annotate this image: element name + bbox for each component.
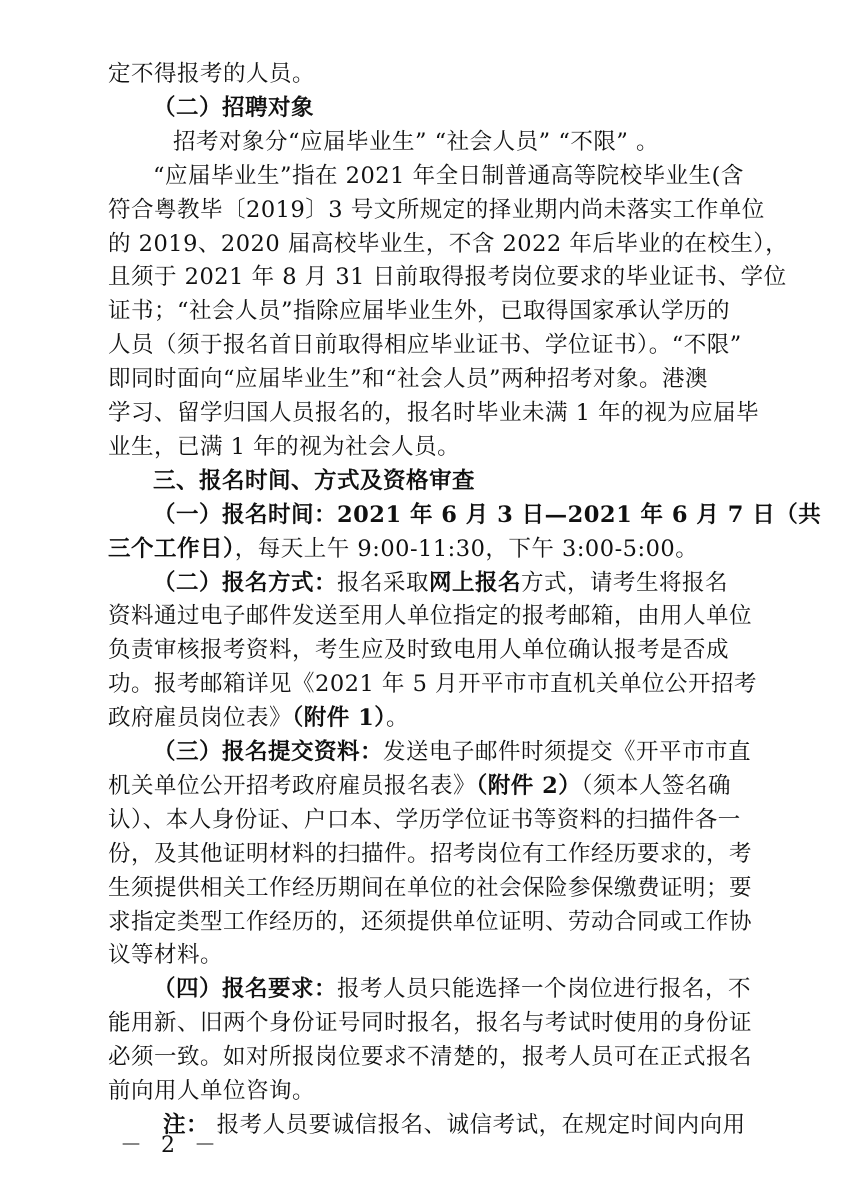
text-line <box>153 736 793 768</box>
text-line <box>153 973 793 1005</box>
bold-text-segment: （一）报名时间：2021 年 6 月 3 日—2021 年 6 月 7 日（共 <box>153 502 822 528</box>
text-line <box>108 634 748 666</box>
bold-text-segment: （二）报名方式： <box>153 570 338 596</box>
bold-text-segment: 注： <box>163 1112 210 1138</box>
text-line <box>108 58 748 90</box>
text-segment: 且须于 2021 年 8 月 31 日前取得报考岗位要求的毕业证书、学位 <box>108 264 787 290</box>
text-segment: 业生，已满 1 年的视为社会人员。 <box>108 434 461 460</box>
text-line <box>153 92 793 124</box>
bold-text-segment: （二）招聘对象 <box>153 95 315 121</box>
text-line <box>153 567 793 599</box>
text-line <box>108 261 787 293</box>
text-line <box>108 533 748 565</box>
text-segment: 符合粤教毕〔2019〕3 号文所规定的择业期内尚未落实工作单位 <box>108 197 765 223</box>
text-segment: 即同时面向“应届毕业生”和“社会人员”两种招考对象。港澳 <box>108 366 709 392</box>
text-line <box>108 431 748 463</box>
text-line <box>108 1075 748 1107</box>
bold-text-segment: （附件 1） <box>292 705 387 731</box>
text-segment: 报名采取 <box>337 570 430 596</box>
text-segment: 报考人员要诚信报名、诚信考试，在规定时间内向用 <box>209 1112 746 1138</box>
text-segment: 认）、本人身份证、户口本、学历学位证书等资料的扫描件各一 <box>108 807 741 833</box>
text-line <box>108 770 748 802</box>
text-segment: ，每天上午 9:00-11:30，下午 3:00-5:00。 <box>234 536 699 562</box>
text-line <box>108 194 765 226</box>
text-line <box>163 1109 803 1141</box>
text-segment: 发送电子邮件时须提交《开平市市直 <box>383 739 752 765</box>
bold-text-segment: 网上报名 <box>429 570 522 596</box>
text-segment: 证书；“社会人员”指除应届毕业生外，已取得国家承认学历的 <box>108 298 731 324</box>
text-segment: 。 <box>386 705 410 731</box>
text-segment: 报考人员只能选择一个岗位进行报名，不 <box>337 976 752 1002</box>
text-line <box>108 939 748 971</box>
text-segment: “应届毕业生”指在 2021 年全日制普通高等院校毕业生(含 <box>153 163 744 189</box>
text-segment: （须本人签名确 <box>581 773 732 799</box>
text-line <box>108 600 753 632</box>
text-line <box>173 126 813 158</box>
text-segment: 前向用人单位咨询。 <box>108 1078 316 1104</box>
text-segment: 生须提供相关工作经历期间在单位的社会保险参保缴费证明；要 <box>108 875 753 901</box>
text-segment: 学习、留学归国人员报名的，报名时毕业未满 1 年的视为应届毕 <box>108 400 760 426</box>
text-segment: 机关单位公开招考政府雇员报名表》 <box>108 773 477 799</box>
text-segment: 份，及其他证明材料的扫描件。招考岗位有工作经历要求的，考 <box>108 841 753 867</box>
bold-text-segment: 三个工作日） <box>108 536 235 562</box>
bold-text-segment: 三、报名时间、方式及资格审查 <box>153 468 476 494</box>
text-line <box>108 228 789 260</box>
text-segment: 资料通过电子邮件发送至用人单位指定的报考邮箱，由用人单位 <box>108 603 753 629</box>
text-segment: 方式，请考生将报名 <box>521 570 729 596</box>
text-line <box>108 872 753 904</box>
text-line <box>108 804 748 836</box>
text-line <box>108 363 748 395</box>
text-segment: 求指定类型工作经历的，还须提供单位证明、劳动合同或工作协 <box>108 909 753 935</box>
text-line <box>108 329 748 361</box>
text-segment: 定不得报考的人员。 <box>108 61 316 87</box>
text-segment: 必须一致。如对所报岗位要求不清楚的，报考人员可在正式报名 <box>108 1044 753 1070</box>
text-line <box>153 499 822 531</box>
text-line <box>108 397 760 429</box>
text-segment: 招考对象分“应届毕业生” “社会人员” “不限” 。 <box>173 129 659 155</box>
text-line <box>108 838 753 870</box>
text-line <box>153 465 793 497</box>
text-line <box>108 668 758 700</box>
text-segment: 的 2019、2020 届高校毕业生，不含 2022 年后毕业的在校生）， <box>108 231 789 257</box>
text-line <box>108 295 748 327</box>
page-number: － 2 － <box>120 1133 222 1158</box>
text-line <box>108 702 748 734</box>
text-segment: 功。报考邮箱详见《2021 年 5 月开平市市直机关单位公开招考 <box>108 671 758 697</box>
bold-text-segment: （四）报名要求： <box>153 976 338 1002</box>
bold-text-segment: （三）报名提交资料： <box>153 739 384 765</box>
text-line <box>108 1007 753 1039</box>
text-line <box>108 1041 753 1073</box>
text-segment: 能用新、旧两个身份证号同时报名，报名与考试时使用的身份证 <box>108 1010 753 1036</box>
bold-text-segment: （附件 2） <box>476 773 582 799</box>
text-line <box>108 906 753 938</box>
text-segment: 负责审核报考资料，考生应及时致电用人单位确认报考是否成 <box>108 637 730 663</box>
text-segment: 政府雇员岗位表》 <box>108 705 293 731</box>
text-segment: 议等材料。 <box>108 942 224 968</box>
text-segment: 人员（须于报名首日前取得相应毕业证书、学位证书）。“不限” <box>108 332 742 358</box>
text-line <box>153 160 793 192</box>
